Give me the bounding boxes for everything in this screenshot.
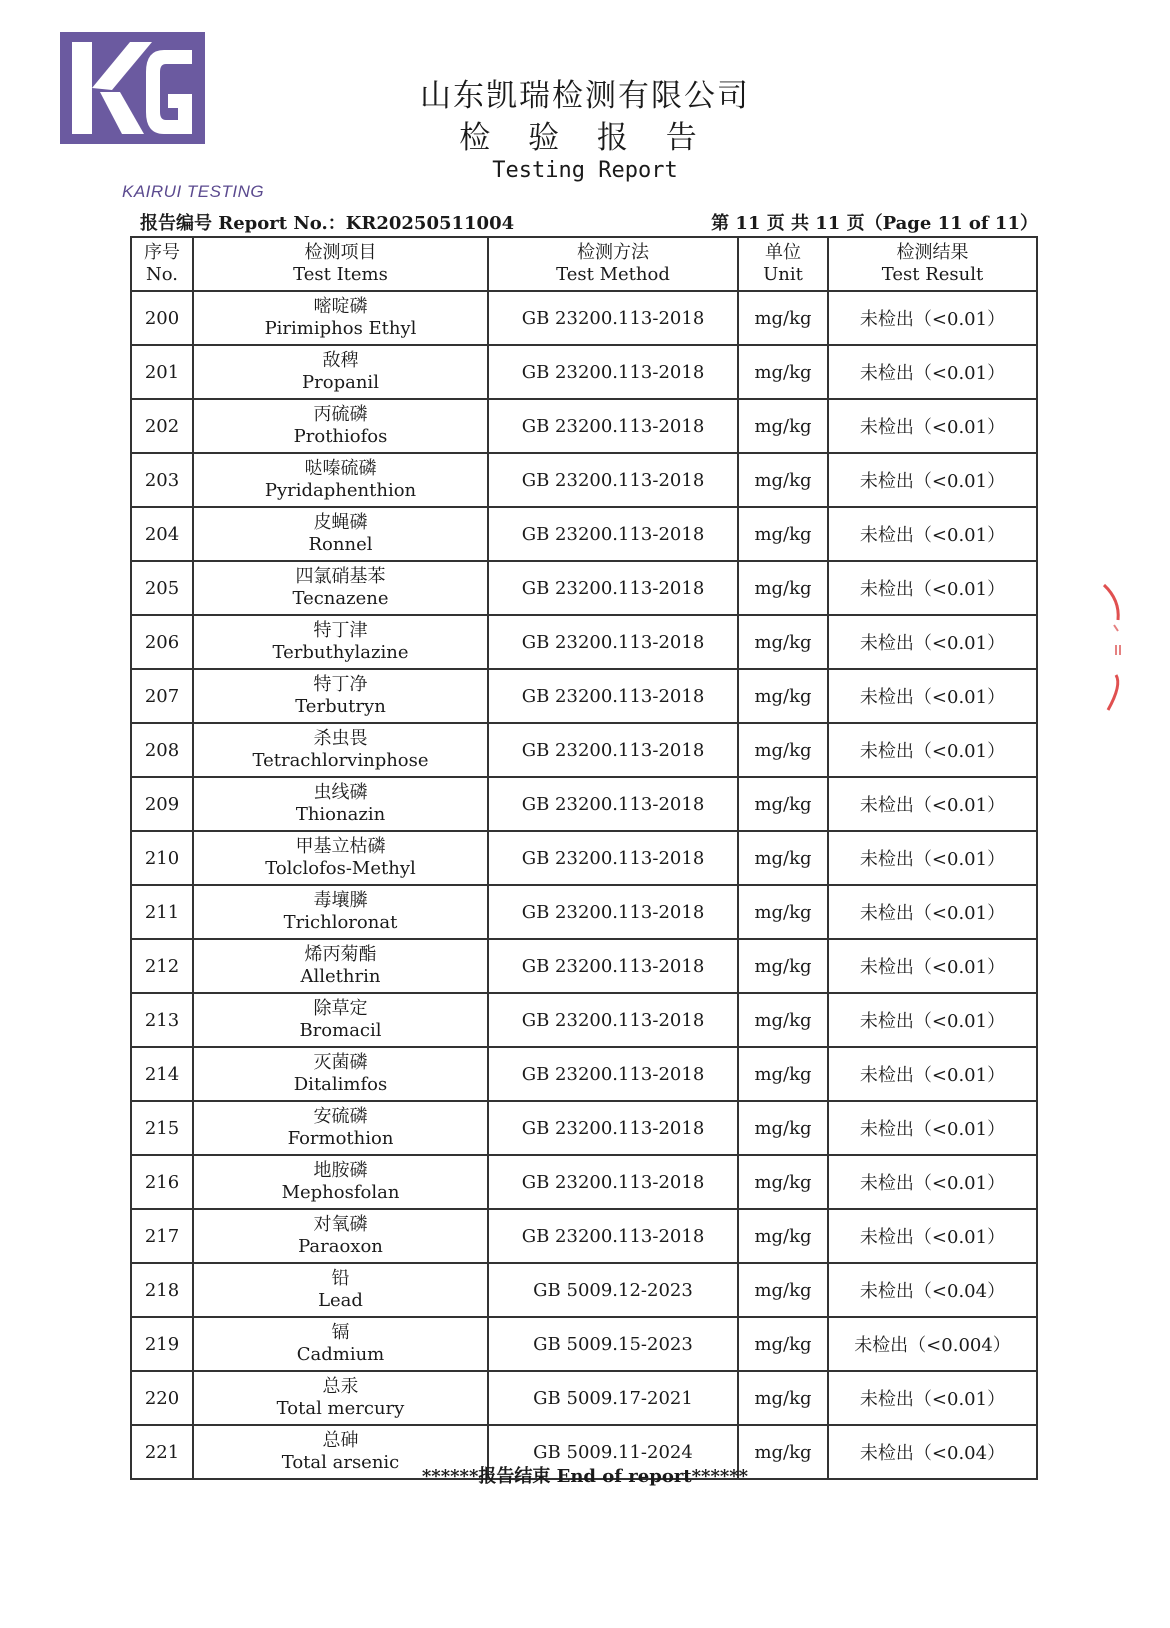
cell-test-item bbox=[193, 1209, 488, 1263]
cell-method: GB 5009.15-2023 bbox=[488, 1317, 738, 1371]
cell-result: 未检出（<0.01） bbox=[828, 345, 1037, 399]
item-name-zh: 烯丙菊酯 bbox=[304, 944, 377, 965]
item-name-en: Total mercury bbox=[276, 1398, 405, 1419]
item-name-zh: 嘧啶磷 bbox=[313, 296, 368, 317]
cell-method: GB 23200.113-2018 bbox=[488, 453, 738, 507]
table-row bbox=[131, 669, 1037, 723]
cell-method: GB 23200.113-2018 bbox=[488, 399, 738, 453]
table-row bbox=[131, 1317, 1037, 1371]
item-name-zh: 镉 bbox=[331, 1322, 350, 1343]
cell-result: 未检出（<0.01） bbox=[828, 399, 1037, 453]
cell-unit: mg/kg bbox=[738, 993, 828, 1047]
cell-unit: mg/kg bbox=[738, 831, 828, 885]
logo-text: KAIRUI TESTING bbox=[122, 182, 265, 201]
table-row bbox=[131, 1263, 1037, 1317]
cell-unit: mg/kg bbox=[738, 1047, 828, 1101]
cell-no: 216 bbox=[131, 1155, 193, 1209]
cell-result: 未检出（<0.01） bbox=[828, 615, 1037, 669]
item-name-zh: 哒嗪硫磷 bbox=[304, 458, 377, 479]
cell-test-item bbox=[193, 1371, 488, 1425]
table-row bbox=[131, 1101, 1037, 1155]
item-name-en: Pyridaphenthion bbox=[264, 480, 417, 501]
cell-result: 未检出（<0.01） bbox=[828, 885, 1037, 939]
cell-unit: mg/kg bbox=[738, 1425, 828, 1479]
cell-unit: mg/kg bbox=[738, 291, 828, 345]
table-row bbox=[131, 291, 1037, 345]
end-of-report: ******报告结束 End of report****** bbox=[421, 1466, 749, 1487]
item-name-zh: 铅 bbox=[331, 1268, 350, 1289]
cell-test-item bbox=[193, 993, 488, 1047]
table-row bbox=[131, 993, 1037, 1047]
header-test-items: 检测项目 Test Items bbox=[193, 237, 488, 291]
cell-no: 221 bbox=[131, 1425, 193, 1479]
cell-unit: mg/kg bbox=[738, 561, 828, 615]
kairui-logo-icon bbox=[60, 32, 210, 147]
item-name-en: Allethrin bbox=[300, 966, 381, 987]
item-name-en: Ronnel bbox=[308, 534, 373, 555]
cell-no: 219 bbox=[131, 1317, 193, 1371]
item-name-zh: 虫线磷 bbox=[313, 782, 368, 803]
cell-result: 未检出（<0.01） bbox=[828, 993, 1037, 1047]
cell-no: 205 bbox=[131, 561, 193, 615]
cell-unit: mg/kg bbox=[738, 1371, 828, 1425]
item-name-en: Thionazin bbox=[295, 804, 386, 825]
cell-method: GB 23200.113-2018 bbox=[488, 669, 738, 723]
cell-method: GB 23200.113-2018 bbox=[488, 777, 738, 831]
cell-test-item bbox=[193, 615, 488, 669]
cell-unit: mg/kg bbox=[738, 777, 828, 831]
item-name-en: Bromacil bbox=[299, 1020, 382, 1041]
cell-no: 207 bbox=[131, 669, 193, 723]
cell-method: GB 23200.113-2018 bbox=[488, 291, 738, 345]
cell-result: 未检出（<0.01） bbox=[828, 669, 1037, 723]
cell-unit: mg/kg bbox=[738, 1155, 828, 1209]
item-name-en: Total arsenic bbox=[281, 1452, 400, 1473]
cell-method: GB 5009.11-2024 bbox=[488, 1425, 738, 1479]
item-name-zh: 灭菌磷 bbox=[313, 1052, 368, 1073]
item-name-zh: 四氯硝基苯 bbox=[295, 566, 386, 587]
item-name-en: Ditalimfos bbox=[293, 1074, 388, 1095]
cell-no: 210 bbox=[131, 831, 193, 885]
cell-unit: mg/kg bbox=[738, 939, 828, 993]
item-name-zh: 毒壤膦 bbox=[313, 890, 368, 911]
cell-test-item bbox=[193, 345, 488, 399]
cell-test-item bbox=[193, 561, 488, 615]
cell-no: 212 bbox=[131, 939, 193, 993]
cell-no: 208 bbox=[131, 723, 193, 777]
company-logo bbox=[60, 32, 265, 201]
item-name-zh: 敌稗 bbox=[322, 350, 359, 371]
cell-test-item bbox=[193, 1317, 488, 1371]
cell-no: 211 bbox=[131, 885, 193, 939]
page-indicator: 第 11 页 共 11 页（Page 11 of 11） bbox=[711, 213, 1038, 234]
cell-unit: mg/kg bbox=[738, 885, 828, 939]
cell-test-item bbox=[193, 831, 488, 885]
cell-unit: mg/kg bbox=[738, 399, 828, 453]
cell-method: GB 23200.113-2018 bbox=[488, 1155, 738, 1209]
cell-no: 215 bbox=[131, 1101, 193, 1155]
cell-no: 214 bbox=[131, 1047, 193, 1101]
item-name-en: Tolclofos-Methyl bbox=[265, 858, 416, 879]
cell-method: GB 23200.113-2018 bbox=[488, 831, 738, 885]
seal-stamp-fragment bbox=[1100, 575, 1140, 715]
cell-unit: mg/kg bbox=[738, 507, 828, 561]
item-name-en: Paraoxon bbox=[298, 1236, 383, 1257]
cell-result: 未检出（<0.01） bbox=[828, 453, 1037, 507]
table-row bbox=[131, 1047, 1037, 1101]
cell-method: GB 23200.113-2018 bbox=[488, 345, 738, 399]
table-row bbox=[131, 1371, 1037, 1425]
item-name-zh: 总砷 bbox=[322, 1430, 359, 1451]
cell-result: 未检出（<0.01） bbox=[828, 831, 1037, 885]
cell-method: GB 5009.17-2021 bbox=[488, 1371, 738, 1425]
table-row bbox=[131, 453, 1037, 507]
cell-test-item bbox=[193, 1263, 488, 1317]
table-row bbox=[131, 1155, 1037, 1209]
cell-no: 200 bbox=[131, 291, 193, 345]
item-name-en: Prothiofos bbox=[293, 426, 388, 447]
item-name-en: Tecnazene bbox=[292, 588, 389, 609]
item-name-en: Lead bbox=[318, 1290, 363, 1311]
cell-no: 201 bbox=[131, 345, 193, 399]
cell-test-item bbox=[193, 1155, 488, 1209]
cell-no: 202 bbox=[131, 399, 193, 453]
item-name-zh: 地胺磷 bbox=[313, 1160, 368, 1181]
item-name-zh: 杀虫畏 bbox=[313, 728, 368, 749]
table-row bbox=[131, 507, 1037, 561]
cell-method: GB 23200.113-2018 bbox=[488, 723, 738, 777]
cell-method: GB 23200.113-2018 bbox=[488, 561, 738, 615]
cell-unit: mg/kg bbox=[738, 345, 828, 399]
cell-no: 218 bbox=[131, 1263, 193, 1317]
item-name-en: Pirimiphos Ethyl bbox=[264, 318, 417, 339]
cell-method: GB 23200.113-2018 bbox=[488, 507, 738, 561]
cell-no: 206 bbox=[131, 615, 193, 669]
item-name-en: Formothion bbox=[287, 1128, 394, 1149]
table-row bbox=[131, 345, 1037, 399]
table-row bbox=[131, 561, 1037, 615]
item-name-en: Terbutryn bbox=[295, 696, 386, 717]
cell-no: 213 bbox=[131, 993, 193, 1047]
table-row bbox=[131, 885, 1037, 939]
table-row bbox=[131, 777, 1037, 831]
cell-test-item bbox=[193, 885, 488, 939]
item-name-zh: 甲基立枯磷 bbox=[295, 836, 386, 857]
table-row bbox=[131, 1209, 1037, 1263]
item-name-zh: 安硫磷 bbox=[313, 1106, 368, 1127]
cell-result: 未检出（<0.04） bbox=[828, 1425, 1037, 1479]
cell-method: GB 23200.113-2018 bbox=[488, 939, 738, 993]
cell-result: 未检出（<0.004） bbox=[828, 1317, 1037, 1371]
table-row bbox=[131, 831, 1037, 885]
cell-test-item bbox=[193, 453, 488, 507]
header-test-result: 检测结果 Test Result bbox=[828, 237, 1037, 291]
report-number: 报告编号 Report No.：KR20250511004 bbox=[140, 213, 515, 234]
cell-result: 未检出（<0.01） bbox=[828, 507, 1037, 561]
cell-test-item bbox=[193, 669, 488, 723]
cell-result: 未检出（<0.01） bbox=[828, 1209, 1037, 1263]
item-name-zh: 总汞 bbox=[322, 1376, 359, 1397]
cell-method: GB 23200.113-2018 bbox=[488, 1101, 738, 1155]
cell-unit: mg/kg bbox=[738, 1101, 828, 1155]
cell-no: 209 bbox=[131, 777, 193, 831]
cell-method: GB 23200.113-2018 bbox=[488, 993, 738, 1047]
cell-result: 未检出（<0.01） bbox=[828, 1371, 1037, 1425]
item-name-zh: 丙硫磷 bbox=[313, 404, 368, 425]
cell-unit: mg/kg bbox=[738, 615, 828, 669]
cell-no: 203 bbox=[131, 453, 193, 507]
table-row bbox=[131, 399, 1037, 453]
cell-test-item bbox=[193, 1047, 488, 1101]
cell-result: 未检出（<0.01） bbox=[828, 561, 1037, 615]
cell-test-item bbox=[193, 507, 488, 561]
cell-test-item bbox=[193, 399, 488, 453]
item-name-en: Trichloronat bbox=[283, 912, 398, 933]
item-name-zh: 对氧磷 bbox=[313, 1214, 368, 1235]
cell-result: 未检出（<0.01） bbox=[828, 939, 1037, 993]
cell-result: 未检出（<0.01） bbox=[828, 1101, 1037, 1155]
cell-test-item bbox=[193, 777, 488, 831]
table-row bbox=[131, 615, 1037, 669]
cell-result: 未检出（<0.01） bbox=[828, 777, 1037, 831]
report-title: 检 验 报 告 bbox=[459, 120, 711, 156]
header-test-method: 检测方法 Test Method bbox=[488, 237, 738, 291]
item-name-en: Tetrachlorvinphose bbox=[252, 750, 429, 771]
cell-method: GB 23200.113-2018 bbox=[488, 615, 738, 669]
cell-unit: mg/kg bbox=[738, 669, 828, 723]
cell-unit: mg/kg bbox=[738, 1317, 828, 1371]
cell-test-item bbox=[193, 723, 488, 777]
item-name-zh: 特丁津 bbox=[313, 620, 368, 641]
cell-method: GB 23200.113-2018 bbox=[488, 1047, 738, 1101]
header-unit: 单位 Unit bbox=[738, 237, 828, 291]
cell-unit: mg/kg bbox=[738, 453, 828, 507]
company-name: 山东凯瑞检测有限公司 bbox=[420, 78, 750, 114]
cell-result: 未检出（<0.01） bbox=[828, 1155, 1037, 1209]
cell-no: 204 bbox=[131, 507, 193, 561]
table-header-row bbox=[131, 237, 1037, 291]
cell-method: GB 23200.113-2018 bbox=[488, 1209, 738, 1263]
table-row bbox=[131, 723, 1037, 777]
item-name-en: Propanil bbox=[302, 372, 379, 393]
cell-test-item bbox=[193, 939, 488, 993]
cell-result: 未检出（<0.01） bbox=[828, 1047, 1037, 1101]
cell-result: 未检出（<0.01） bbox=[828, 723, 1037, 777]
cell-unit: mg/kg bbox=[738, 723, 828, 777]
cell-result: 未检出（<0.01） bbox=[828, 291, 1037, 345]
cell-unit: mg/kg bbox=[738, 1263, 828, 1317]
cell-result: 未检出（<0.04） bbox=[828, 1263, 1037, 1317]
cell-no: 220 bbox=[131, 1371, 193, 1425]
cell-no: 217 bbox=[131, 1209, 193, 1263]
report-subtitle: Testing Report bbox=[492, 158, 678, 183]
cell-test-item bbox=[193, 1101, 488, 1155]
item-name-en: Terbuthylazine bbox=[272, 642, 409, 663]
header-no: 序号 No. bbox=[131, 237, 193, 291]
cell-method: GB 23200.113-2018 bbox=[488, 885, 738, 939]
item-name-en: Mephosfolan bbox=[281, 1182, 400, 1203]
item-name-zh: 特丁净 bbox=[313, 674, 368, 695]
results-table bbox=[130, 236, 1038, 1480]
cell-unit: mg/kg bbox=[738, 1209, 828, 1263]
item-name-en: Cadmium bbox=[296, 1344, 385, 1365]
table-row bbox=[131, 939, 1037, 993]
item-name-zh: 除草定 bbox=[313, 998, 368, 1019]
item-name-zh: 皮蝇磷 bbox=[313, 512, 368, 533]
cell-method: GB 5009.12-2023 bbox=[488, 1263, 738, 1317]
cell-test-item bbox=[193, 291, 488, 345]
